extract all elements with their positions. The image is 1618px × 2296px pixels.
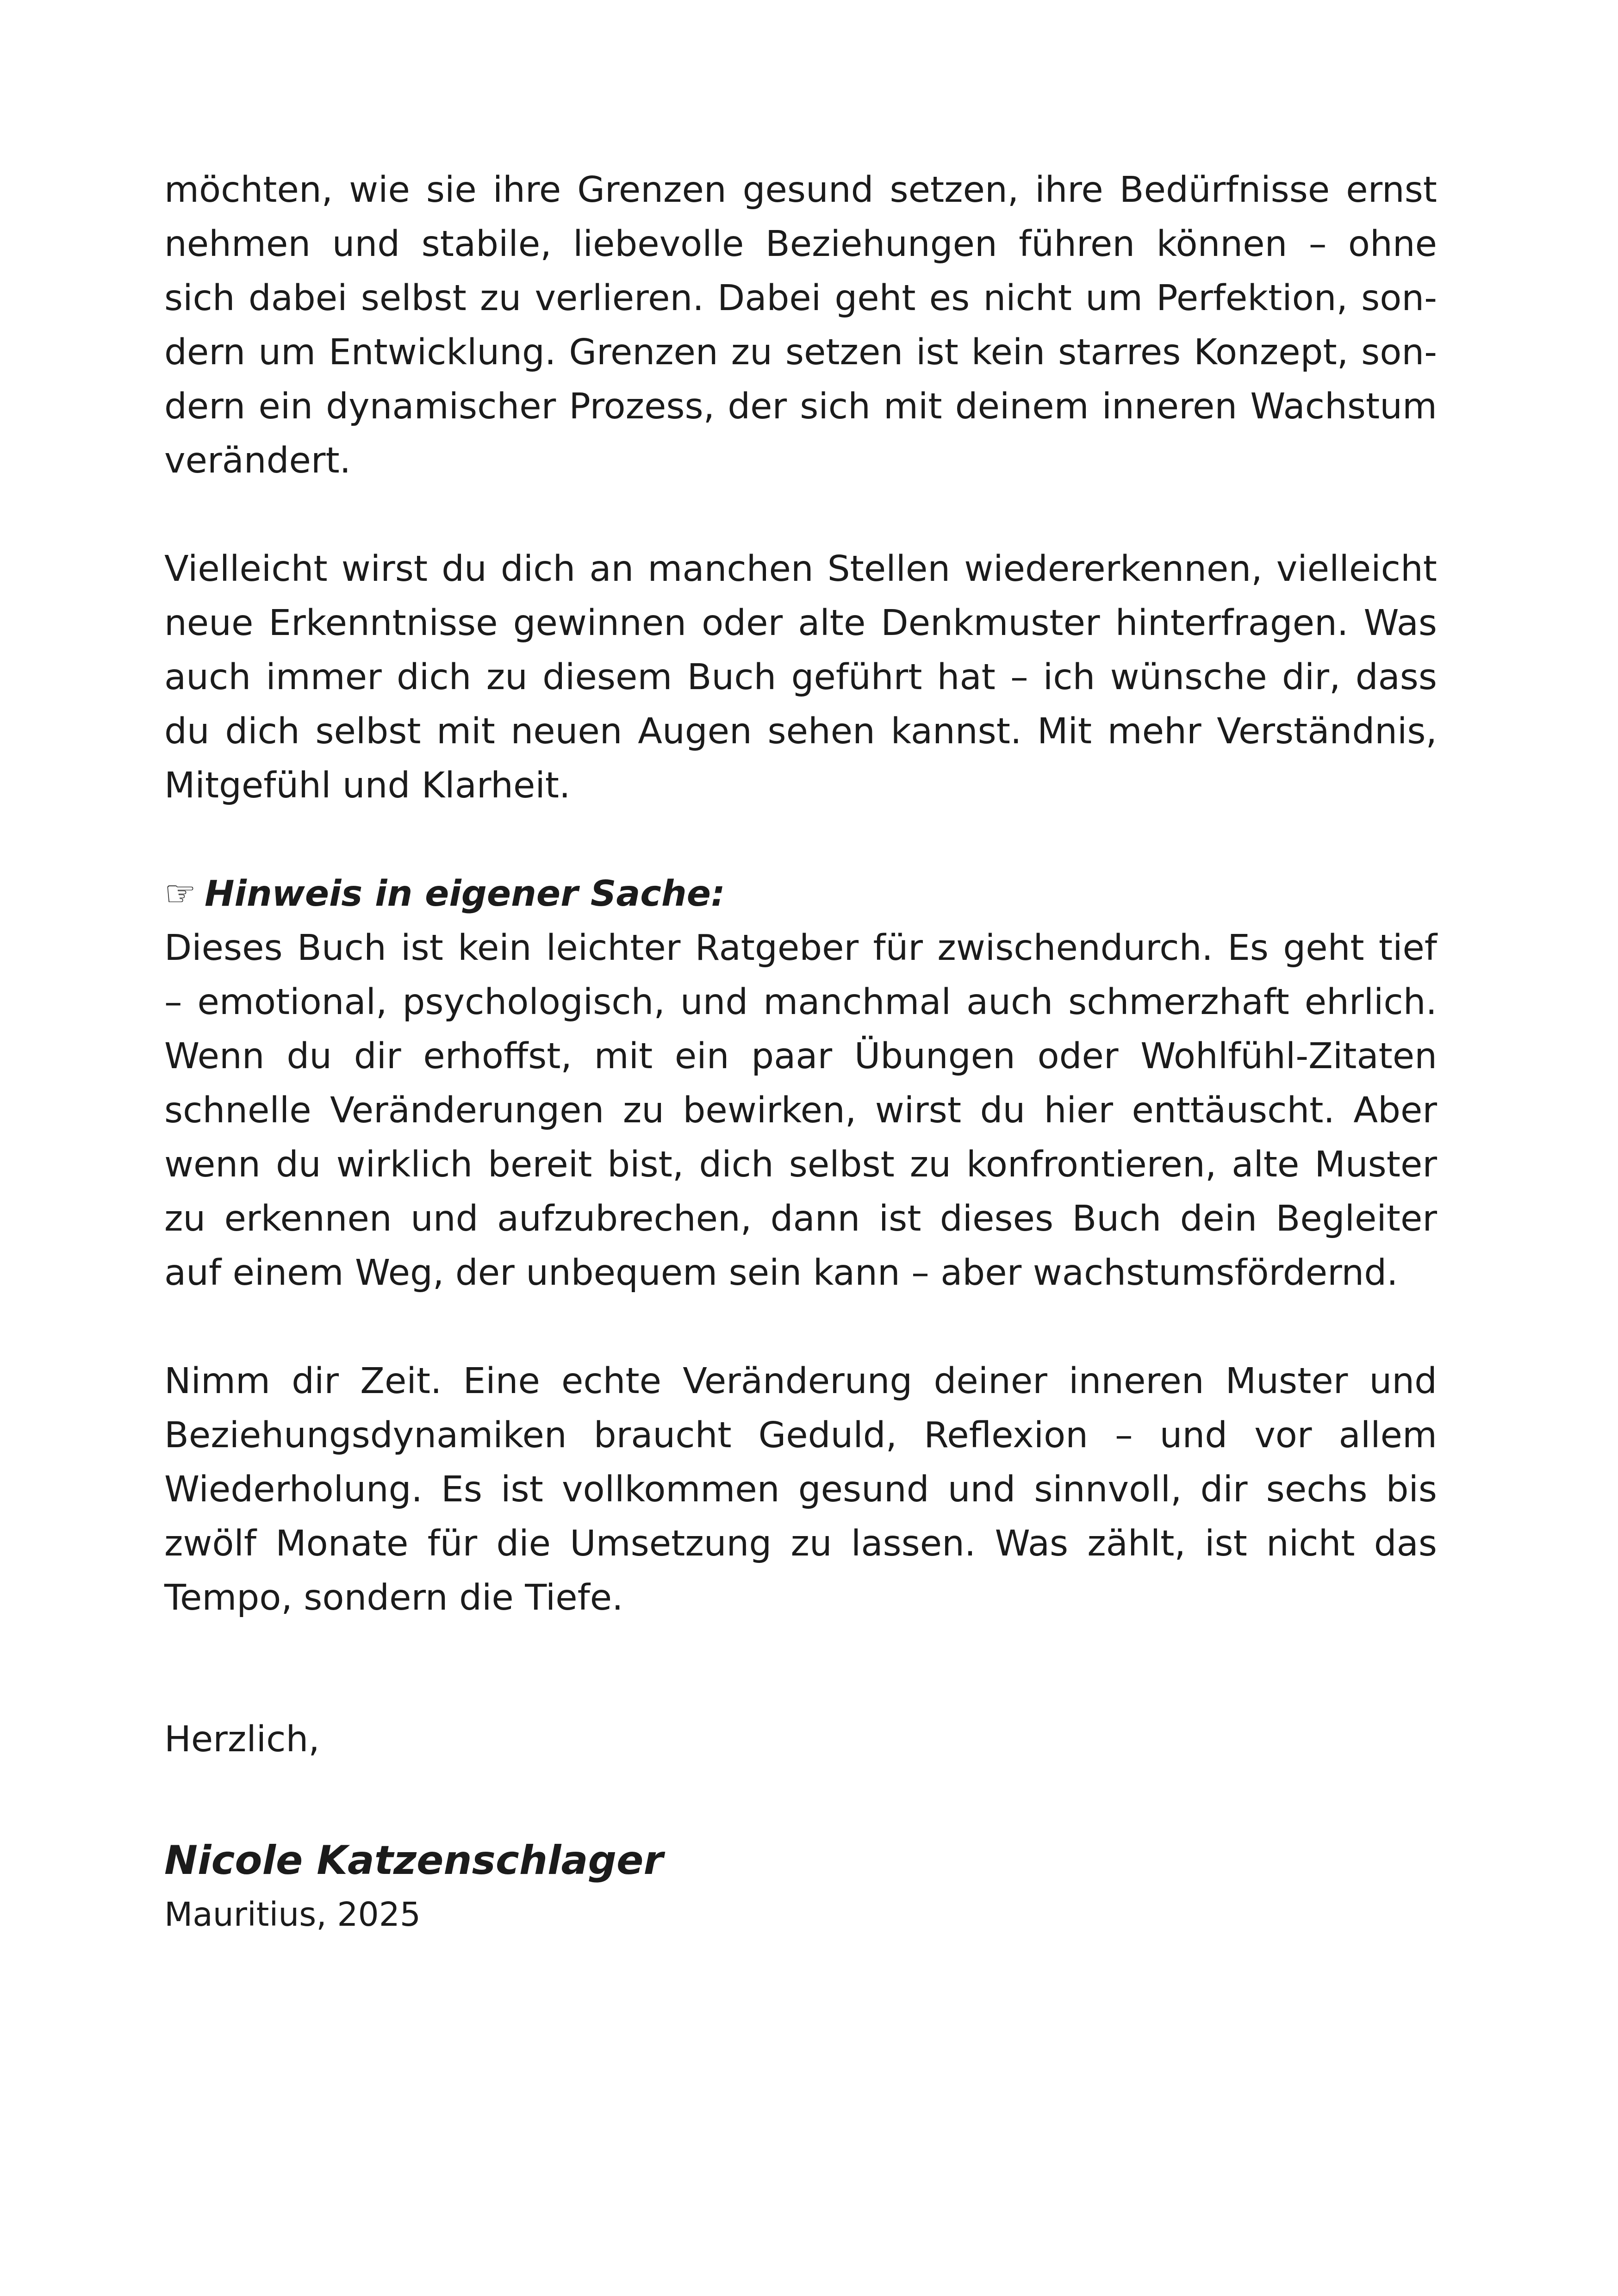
text-line: du dich selbst mit neuen Augen sehen kannst. Mit mehr Verständnis,	[164, 711, 1437, 752]
text-line: neue Erkenntnisse gewinnen oder alte Denkmuster hinterfragen. Was	[164, 603, 1437, 644]
text-line: sich dabei selbst zu verlieren. Dabei geht es nicht um Perfektion, son-	[164, 278, 1437, 319]
text-line: Dieses Buch ist kein leichter Ratgeber für zwischendurch. Es geht tief	[164, 927, 1437, 969]
text-line: schnelle Veränderungen zu bewirken, wirst du hier enttäuscht. Aber	[164, 1090, 1437, 1131]
letter-body	[164, 163, 1437, 1625]
text-line: dern um Entwicklung. Grenzen zu setzen ist kein starres Konzept, son-	[164, 332, 1437, 373]
text-line: möchten, wie sie ihre Grenzen gesund setzen, ihre Bedürfnisse ernst	[164, 169, 1437, 211]
note-heading	[164, 867, 1437, 921]
text-line: Wenn du dir erhoffst, mit ein paar Übungen oder Wohlfühl-Zitaten	[164, 1036, 1437, 1077]
text-line: nehmen und stabile, liebevolle Beziehungen führen können – ohne	[164, 224, 1437, 265]
paragraph-spacer	[164, 813, 1437, 867]
text-line: zu erkennen und aufzubrechen, dann ist dieses Buch dein Begleiter	[164, 1198, 1437, 1239]
text-line: Tempo, sondern die Tiefe.	[164, 1577, 623, 1618]
text-line: Vielleicht wirst du dich an manchen Stellen wiedererkennen, vielleicht	[164, 548, 1437, 590]
place-date: Mauritius, 2025	[164, 1895, 421, 1934]
text-line: Wiederholung. Es ist vollkommen gesund und sinnvoll, dir sechs bis	[164, 1469, 1437, 1510]
greeting: Herzlich,	[164, 1719, 320, 1760]
paragraph-2	[164, 542, 1437, 813]
text-line: auf einem Weg, der unbequem sein kann – aber wachstumsfördernd.	[164, 1252, 1398, 1294]
text-line: zwölf Monate für die Umsetzung zu lassen. Was zählt, ist nicht das	[164, 1523, 1437, 1564]
author-signature: Nicole Katzenschlager	[164, 1837, 663, 1884]
text-line: Beziehungsdynamiken braucht Geduld, Reflexion – und vor allem	[164, 1415, 1437, 1456]
paragraph-1	[164, 163, 1437, 488]
pointing-hand-icon: ☞	[164, 873, 197, 915]
note-heading-text: Hinweis in eigener Sache:	[205, 873, 725, 915]
closing-paragraph	[164, 1354, 1437, 1625]
text-line: Nimm dir Zeit. Eine echte Veränderung deiner inneren Muster und	[164, 1361, 1437, 1402]
text-line: wenn du wirklich bereit bist, dich selbst zu konfrontieren, alte Muster	[164, 1144, 1437, 1185]
note-section	[164, 867, 1437, 1300]
text-line: Mitgefühl und Klarheit.	[164, 765, 571, 806]
text-line: – emotional, psychologisch, und manchmal auch schmerzhaft ehrlich.	[164, 982, 1437, 1023]
paragraph-spacer	[164, 1300, 1437, 1354]
text-line: verändert.	[164, 440, 351, 481]
paragraph-spacer	[164, 488, 1437, 542]
text-line: auch immer dich zu diesem Buch geführt hat – ich wünsche dir, dass	[164, 657, 1437, 698]
signature-block	[164, 1833, 663, 1940]
text-line: dern ein dynamischer Prozess, der sich mit deinem inneren Wachstum	[164, 386, 1437, 427]
